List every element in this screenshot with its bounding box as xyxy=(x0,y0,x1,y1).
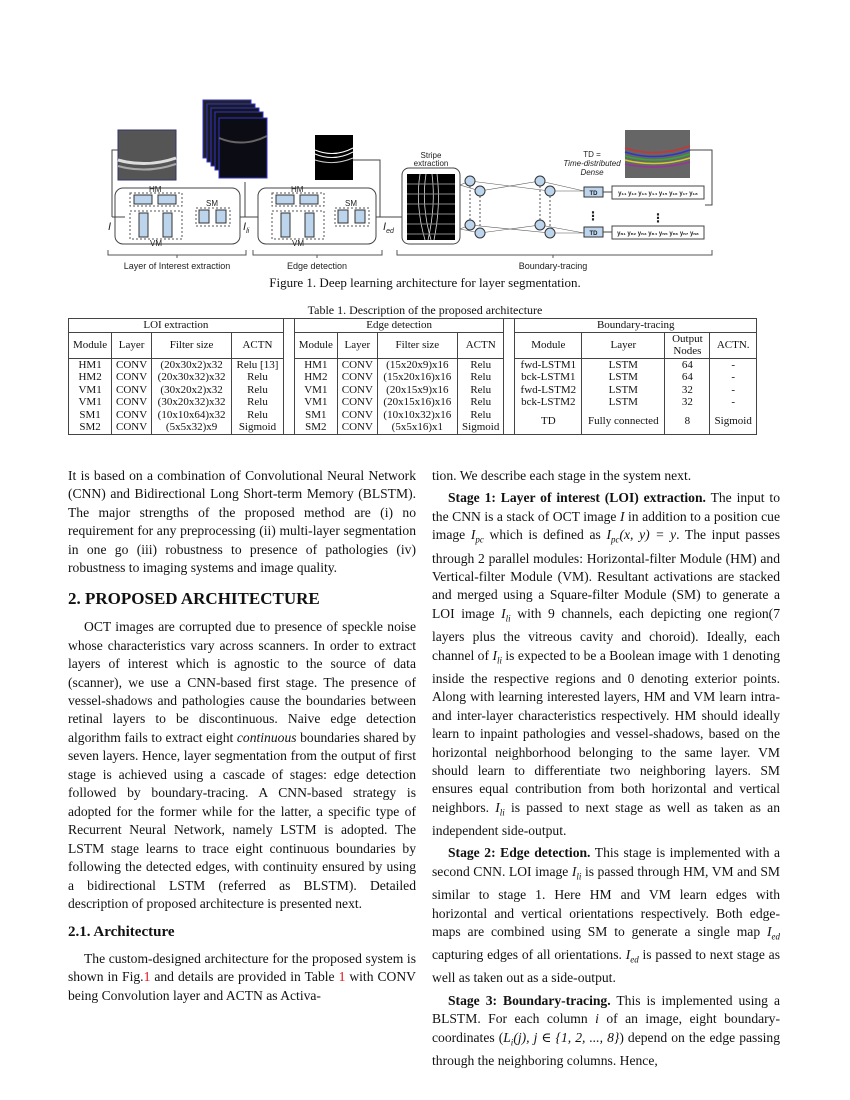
lstm-cell xyxy=(545,228,555,238)
vm-label: VM xyxy=(292,239,304,248)
stripe-extraction-image xyxy=(402,168,460,244)
table-cell-edge: Relu xyxy=(457,371,504,384)
table-gap xyxy=(283,319,294,435)
table-cell-edge: HM1 xyxy=(294,358,337,371)
input-image-label: I xyxy=(108,221,112,233)
table-cell-boundary: 32 xyxy=(665,396,710,409)
sm-label: SM xyxy=(206,199,218,208)
reference-link[interactable]: 1 xyxy=(338,969,346,985)
table-cell-boundary: fwd-LSTM2 xyxy=(515,384,582,397)
math-symbol: $I_{li}$ xyxy=(495,799,505,818)
table-cell-loi: VM1 xyxy=(69,384,112,397)
table-cell-edge: CONV xyxy=(337,396,377,409)
math-symbol: $I_{pc}$ xyxy=(606,527,620,546)
td-definition-2: Time-distributed xyxy=(563,159,621,168)
section-heading: 2. PROPOSED ARCHITECTURE xyxy=(68,588,320,608)
paragraph: It is based on a combination of Convolutional Neural Network (CNN) and Bidirectional Long Short-term Memory (BLSTM). The major strengths of the proposed method are (i) no requirement for any preprocessing (ii) multi-layer segmentation in one go (iii) robustness to presence of pathologies (iv) robustness to imaging systems and image quality. xyxy=(68,468,416,576)
figure-1-architecture-diagram xyxy=(0,0,850,300)
stripe-label-1: Stripe xyxy=(420,151,442,160)
column-header-edge: Filter size xyxy=(377,332,457,358)
lstm-cell xyxy=(475,186,485,196)
figure-caption: Figure 1. Deep learning architecture for layer segmentation. xyxy=(269,275,581,290)
table-cell-boundary: 64 xyxy=(665,371,710,384)
stage-heading: Stage 2: Edge detection. xyxy=(448,845,591,861)
paragraph: Stage 2: Edge detection. This stage is implemented with a second CNN. LOI image $I_{li}$ is passed through HM, VM and SM similar to stage 1. Here HM and VM learn edges with horizontal and vertical orientations respectively. Both edge-maps are combined using SM to generate a single map $I_{ed}$ capturing edges of all orientations. $I_{ed}$ is passed to next stage as well as taken out as a side-output. xyxy=(432,845,780,986)
table-cell-boundary: - xyxy=(710,396,757,409)
paragraph: The custom-designed architecture for the proposed system is shown in Fig.1 and details are provided in Table 1 with CONV being Convolution layer and ACTN as Activa- xyxy=(68,950,417,1003)
math-symbol: $I_{li}$ xyxy=(501,605,511,624)
math-symbol: $I_{ed}$ xyxy=(766,924,780,942)
column-header-loi: Module xyxy=(69,332,112,358)
table-cell-edge: Sigmoid xyxy=(457,421,504,434)
column-header-edge: ACTN xyxy=(457,332,504,358)
section-heading: 2.1. Architecture xyxy=(68,924,175,941)
column-header-loi: Filter size xyxy=(152,332,232,358)
table-cell-loi: SM2 xyxy=(69,421,112,434)
loi-image-label: $I_{li}$ xyxy=(243,221,250,235)
table-row xyxy=(69,358,757,371)
stage-heading: Stage 3: Boundary-tracing. xyxy=(448,992,611,1008)
table-row xyxy=(69,409,757,422)
group-header-loi: LOI extraction xyxy=(69,319,284,333)
loi-channel-stack-image xyxy=(203,100,267,178)
table-cell-boundary: bck-LSTM2 xyxy=(515,396,582,409)
lstm-cell xyxy=(535,220,545,230)
math-symbol: I xyxy=(619,508,625,524)
table-cell-loi: CONV xyxy=(112,421,152,434)
ellipsis: ⋮ xyxy=(652,211,664,225)
table-cell-edge: VM1 xyxy=(294,396,337,409)
table-cell-loi: Relu xyxy=(232,409,284,422)
hm-label: HM xyxy=(149,185,162,194)
table-cell-edge: CONV xyxy=(337,384,377,397)
table-cell-loi: (20x30x2)x32 xyxy=(152,358,232,371)
lstm-cell xyxy=(545,186,555,196)
table-row xyxy=(69,371,757,384)
table-cell-edge: SM2 xyxy=(294,421,337,434)
table-cell-edge: (20x15x16)x16 xyxy=(377,396,457,409)
math-symbol: $I_{li}$ xyxy=(492,647,502,666)
table-cell-loi: Relu xyxy=(232,396,284,409)
table-cell-loi: Relu xyxy=(232,384,284,397)
table-cell-edge: VM1 xyxy=(294,384,337,397)
paragraph: Stage 3: Boundary-tracing. This is implemented using a BLSTM. For each column i of an image, eight boundary-coordinates ($L_i(j)$, j ∈ {1, 2, ..., 8}) depend on the edge passing through the neighboring columns. Hence, xyxy=(432,992,780,1068)
math-symbol: $I_{ed}$ xyxy=(625,947,639,965)
right-column xyxy=(432,467,780,1074)
paragraph: OCT images are corrupted due to presence of speckle noise whose characteristics vary across scanners. In order to extract layers of interest which is agnostic to the source of data (scanner), we use a CNN-based first stage. The presence of vessel-shadows and pathologies cause the boundaries between retinal layers to be discontinuous. Naive edge detection algorithm fails to extract eight continuous boundaries shared by seven layers. Hence, layer segmentation from the output of first stage is achieved using a cascade of stages: edge detection followed by boundary-tracing. A CNN-based strategy is adopted for the former while for the latter, a specific type of Recurrent Neural Network, namely LSTM is adopted. The LSTM stage learns to trace eight continuous boundaries by following the detected edges, with continuity ensured by using a bidirectional LSTM (referred as BLSTM). Detailed description of proposed architecture is presented next. xyxy=(68,619,416,911)
table-cell-boundary: 8 xyxy=(665,409,710,435)
table-column-header-row xyxy=(69,332,757,358)
table-cell-boundary: - xyxy=(710,371,757,384)
math-symbol: (x, y) = y xyxy=(619,527,677,543)
table-cell-loi: (30x20x32)x32 xyxy=(152,396,232,409)
table-cell-loi: (10x10x64)x32 xyxy=(152,409,232,422)
table-cell-boundary: fwd-LSTM1 xyxy=(515,358,582,371)
lstm-cell xyxy=(465,220,475,230)
table-cell-boundary: Fully connected xyxy=(582,409,665,435)
table-cell-boundary: TD xyxy=(515,409,582,435)
edge-detection-module xyxy=(258,185,376,248)
table-row xyxy=(69,384,757,397)
column-header-boundary: Output Nodes xyxy=(665,332,710,358)
table-cell-boundary: - xyxy=(710,358,757,371)
blstm-network xyxy=(460,176,584,238)
table-cell-loi: CONV xyxy=(112,409,152,422)
math-symbol: (j), j ∈ {1, 2, ..., 8} xyxy=(513,1029,620,1045)
table-cell-edge: CONV xyxy=(337,371,377,384)
table-cell-loi: Relu [13] xyxy=(232,358,284,371)
table-cell-edge: CONV xyxy=(337,409,377,422)
table-cell-boundary: LSTM xyxy=(582,371,665,384)
edge-image-label: $I_{ed}$ xyxy=(383,221,394,235)
group-header-boundary: Boundary-tracing xyxy=(515,319,757,333)
table-cell-loi: CONV xyxy=(112,371,152,384)
math-symbol: i xyxy=(595,1011,599,1027)
column-header-edge: Module xyxy=(294,332,337,358)
table-cell-boundary: - xyxy=(710,384,757,397)
left-column xyxy=(68,467,416,1009)
table-cell-loi: VM1 xyxy=(69,396,112,409)
column-header-loi: ACTN xyxy=(232,332,284,358)
table-cell-loi: CONV xyxy=(112,384,152,397)
table-cell-loi: Relu xyxy=(232,371,284,384)
loi-extraction-module xyxy=(115,185,240,248)
table-cell-loi: (20x30x32)x32 xyxy=(152,371,232,384)
table-cell-boundary: Sigmoid xyxy=(710,409,757,435)
hm-label: HM xyxy=(291,185,304,194)
column-header-boundary: Layer xyxy=(582,332,665,358)
table-title: Table 1. Description of the proposed architecture xyxy=(307,303,543,317)
table-cell-edge: Relu xyxy=(457,396,504,409)
edge-map-image xyxy=(315,135,353,180)
lstm-cell xyxy=(475,228,485,238)
table-cell-edge: HM2 xyxy=(294,371,337,384)
td-output-connector xyxy=(603,192,612,232)
stage-label-edge: Edge detection xyxy=(286,261,348,271)
oct-input-image xyxy=(118,130,176,180)
output-row-first: y₁₁ y₁₂ y₁₃ y₁₄ y₁₅ y₁₆ y₁₇ y₁₈ xyxy=(618,191,698,197)
stripe-label-2: extraction xyxy=(413,159,449,168)
stage-label-loi: Layer of Interest extraction xyxy=(123,261,231,271)
table-cell-boundary: LSTM xyxy=(582,358,665,371)
ellipsis: ⋮ xyxy=(587,209,599,223)
table-cell-edge: (5x5x16)x1 xyxy=(377,421,457,434)
td-definition-1: TD = xyxy=(583,150,601,159)
math-symbol: $I_{pc}$ xyxy=(470,527,484,546)
output-row-last: yₙ₁ yₙ₂ yₙ₃ yₙ₄ yₙ₅ yₙ₆ yₙ₇ yₙ₈ xyxy=(617,231,699,237)
table-cell-loi: (30x20x2)x32 xyxy=(152,384,232,397)
table-cell-boundary: LSTM xyxy=(582,396,665,409)
table-cell-loi: HM2 xyxy=(69,371,112,384)
emphasis: continuous xyxy=(236,729,297,745)
table-cell-edge: (20x15x9)x16 xyxy=(377,384,457,397)
table-row xyxy=(69,396,757,409)
paragraph: tion. We describe each stage in the system next. xyxy=(432,468,692,483)
table-cell-edge: (15x20x16)x16 xyxy=(377,371,457,384)
stage-braces xyxy=(108,250,712,258)
stage-heading: Stage 1: Layer of interest (LOI) extraction. xyxy=(448,490,706,506)
table-gap xyxy=(504,319,515,435)
table-cell-edge: Relu xyxy=(457,409,504,422)
column-header-loi: Layer xyxy=(112,332,152,358)
table-cell-loi: SM1 xyxy=(69,409,112,422)
table-cell-loi: HM1 xyxy=(69,358,112,371)
table-cell-edge: CONV xyxy=(337,358,377,371)
table-cell-loi: CONV xyxy=(112,358,152,371)
table-cell-loi: Sigmoid xyxy=(232,421,284,434)
table-cell-boundary: 64 xyxy=(665,358,710,371)
table-cell-loi: CONV xyxy=(112,396,152,409)
column-header-boundary: ACTN. xyxy=(710,332,757,358)
table-cell-loi: (5x5x32)x9 xyxy=(152,421,232,434)
column-header-edge: Layer xyxy=(337,332,377,358)
math-symbol: $I_{li}$ xyxy=(571,863,582,882)
lstm-cell xyxy=(465,176,475,186)
group-header-edge: Edge detection xyxy=(294,319,504,333)
table-cell-boundary: bck-LSTM1 xyxy=(515,371,582,384)
vm-label: VM xyxy=(150,239,162,248)
table-cell-edge: CONV xyxy=(337,421,377,434)
segmentation-output-image xyxy=(625,130,690,178)
table-cell-edge: Relu xyxy=(457,358,504,371)
sm-label: SM xyxy=(345,199,357,208)
architecture-table xyxy=(68,318,757,435)
table-cell-edge: SM1 xyxy=(294,409,337,422)
stage-label-boundary: Boundary-tracing xyxy=(518,261,588,271)
reference-link[interactable]: 1 xyxy=(143,969,151,985)
column-header-boundary: Module xyxy=(515,332,582,358)
math-symbol: $L_i$ xyxy=(503,1029,514,1048)
table-cell-boundary: 32 xyxy=(665,384,710,397)
lstm-cell xyxy=(535,176,545,186)
table-group-header-row xyxy=(69,319,757,333)
table-cell-edge: (15x20x9)x16 xyxy=(377,358,457,371)
td-label: TD xyxy=(589,191,598,197)
paragraph: Stage 1: Layer of interest (LOI) extraction. The input to the CNN is a stack of OCT image I in addition to a position cue image $I_{pc}$ which is defined as $I_{pc}(x$, y) = y. The input passes through 2 parallel modules: Horizontal-filter Module (HM) and Vertical-filter Module (VM). Resultant activations are stacked and merged using a Square-filter Module (SM) to generate a LOI image $I_{li}$ with 9 channels, each depicting one region(7 layers plus the vitreous cavity and choroid). Ideally, each channel of $I_{li}$ is expected to be a Boolean image with 1 denoting inside the respective regions and 0 denoting exterior points. Along with learning interested layers, HM and VM learn intra- and inter-layer characteristics respectively. HM should ideally learn to inpaint pathologies and vessel-shadows, based on the horizontal neighborhood belonging to the same layer. VM should learn to differentiate two neighboring layers. SM ensures equal contribution from both horizontal and vertical neighbors. $I_{li}$ is passed to next stage as well as taken as an independent side-output. xyxy=(432,490,781,839)
table-cell-edge: (10x10x32)x16 xyxy=(377,409,457,422)
table-cell-boundary: LSTM xyxy=(582,384,665,397)
table-cell-edge: Relu xyxy=(457,384,504,397)
td-definition-3: Dense xyxy=(580,168,604,177)
td-label: TD xyxy=(589,231,598,237)
